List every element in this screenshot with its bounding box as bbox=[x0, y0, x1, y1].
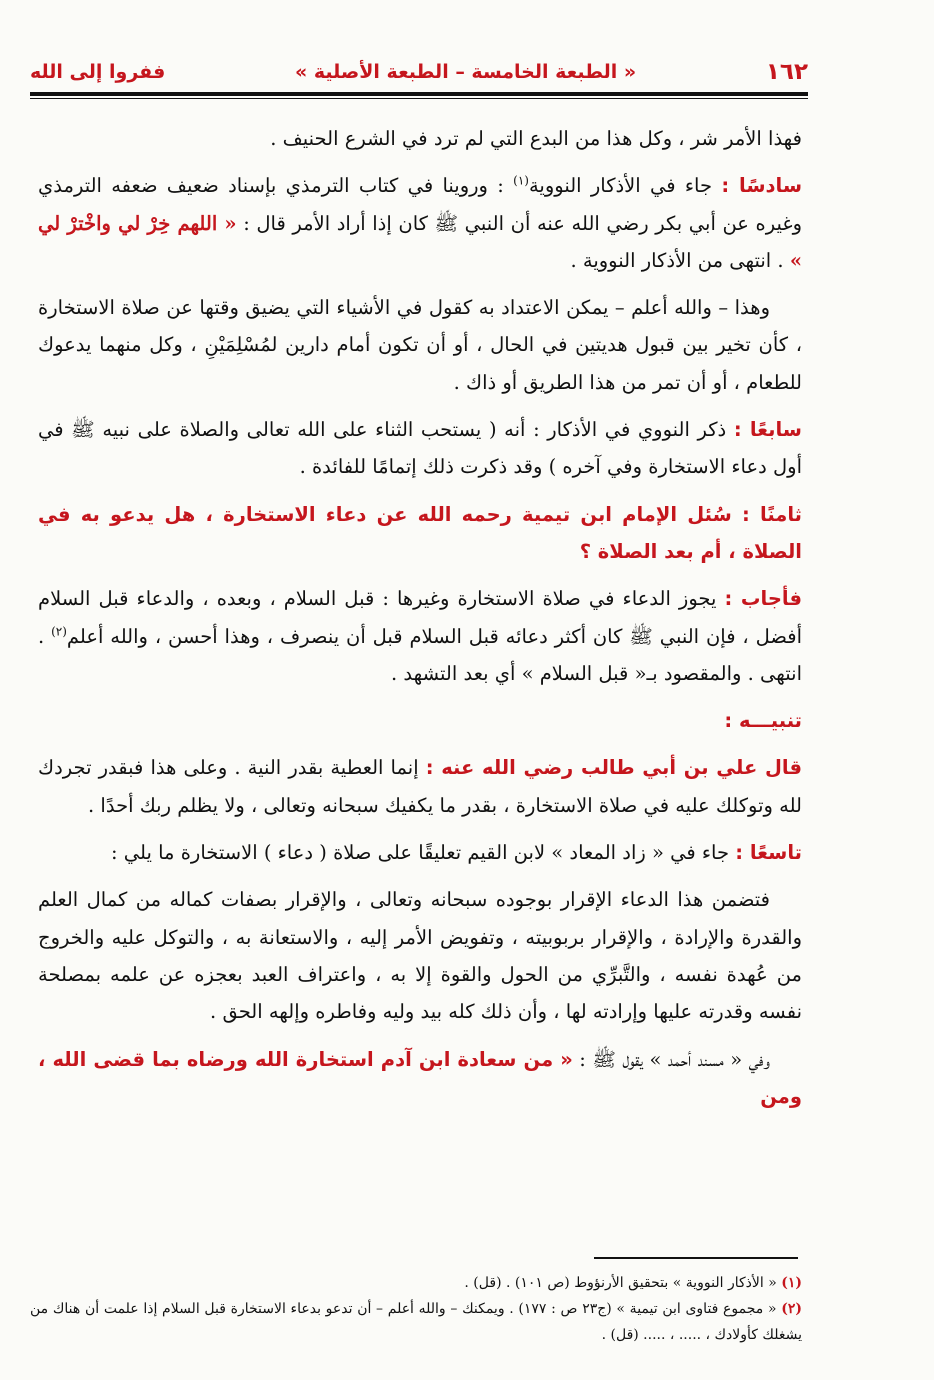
footnotes bbox=[30, 1270, 802, 1348]
notice-heading-text: تنبيـــه : bbox=[724, 709, 802, 733]
eighth-question-text: ثامنًا : سُئل الإمام ابن تيمية رحمه الله عن دعاء الاستخارة ، هل يدعو به في الصلاة ، أم بعد الصلاة ؟ bbox=[38, 502, 802, 563]
paragraph-3-text: وهذا – والله أعلم – يمكن الاعتداد به كقول في الأشياء التي يضيق وقتها عن صلاة الاستخارة ، كأن تخير بين قبول هديتين في الحال ، أو أن تكون أمام دارين لمُسْلِمَيْنِ ، وكل منهما يدعوك للطعام ، أو أن تمر من هذا الطريق أو ذاك . bbox=[38, 296, 802, 394]
page-header bbox=[30, 52, 808, 92]
seventh-text: ذكر النووي في الأذكار : أنه ( يستحب الثناء على الله تعالى والصلاة على نبيه ﷺ في أول دعاء الاستخارة وفي آخره ) وقد ذكرت ذلك إتمامًا للفائدة . bbox=[38, 418, 802, 479]
paragraph-eighth-question bbox=[38, 496, 802, 571]
paragraph-ninth bbox=[38, 834, 802, 871]
seventh-label: سابعًا : bbox=[733, 418, 802, 442]
book-title: ففروا إلى الله bbox=[30, 61, 166, 83]
paragraph-answer bbox=[38, 580, 802, 692]
sixth-quote: « اللهم خِرْ لي واخْترْ لي » bbox=[38, 211, 802, 272]
answer-text-a: يجوز الدعاء في صلاة الاستخارة وغيرها : قبل السلام ، وبعده ، والدعاء قبل السلام أفضل ، فإن النبي ﷺ كان أكثر دعائه قبل السلام قبل أن ينصرف ، وهذا أحسن ، والله أعلم bbox=[38, 587, 802, 648]
ali-quote-label: قال علي بن أبي طالب رضي الله عنه : bbox=[425, 756, 802, 780]
sixth-text-c: . انتهى من الأذكار النووية . bbox=[570, 248, 790, 272]
paragraph-sixth bbox=[38, 167, 802, 279]
paragraph-10 bbox=[38, 881, 802, 1030]
answer-text-b: . انتهى . والمقصود بـ« قبل السلام » أي بعد التشهد . bbox=[38, 624, 802, 685]
paragraph-seventh bbox=[38, 411, 802, 486]
paragraph-11-quote: « من سعادة ابن آدم استخارة الله ورضاه بما قضى الله ، ومن bbox=[38, 1047, 802, 1108]
paragraph-11-text: وفي « مسند أحمد » يقول ﷺ : bbox=[572, 1047, 770, 1071]
notice-heading bbox=[38, 702, 802, 739]
paragraph-1-text: فهذا الأمر شر ، وكل هذا من البدع التي لم ترد في الشرع الحنيف . bbox=[270, 127, 802, 150]
header-rule-thin bbox=[30, 98, 808, 99]
footnote-1-text: « الأذكار النووية » بتحقيق الأرنؤوط (ص ١٠١) . (قل) . bbox=[464, 1275, 782, 1291]
paragraph-10-text: فتضمن هذا الدعاء الإقرار بوجوده سبحانه وتعالى ، والإقرار بصفات كماله من كمال العلم والقدرة والإرادة ، والإقرار بربوبيته ، وتفويض الأمر إليه ، والاستعانة به ، والتوكل عليه والخروج من عُهدة نفسه ، والتَّبرِّي من الحول والقوة إلا به ، واعتراف العبد بعجزه عن علمه بمصلحة نفسه وقدرته عليها وإرادته لها ، وأن ذلك كله بيد وليه وفاطره وإلهه الحق . bbox=[38, 888, 802, 1024]
footnote-2-number: (٢) bbox=[781, 1301, 802, 1317]
footnote-rule bbox=[594, 1257, 798, 1259]
ninth-label: تاسعًا : bbox=[735, 841, 802, 865]
paragraph-1 bbox=[38, 120, 802, 157]
sixth-text-b: : وروينا في كتاب الترمذي بإسناد ضعيف ضعفه الترمذي وغيره عن أبي بكر رضي الله عنه أن النبي ﷺ كان إذا أراد الأمر قال : bbox=[38, 174, 802, 235]
page-number: ١٦٢ bbox=[765, 59, 808, 85]
edition-label: « الطبعة الخامسة – الطبعة الأصلية » bbox=[294, 61, 637, 83]
paragraph-3 bbox=[38, 289, 802, 401]
sixth-text-a: جاء في الأذكار النووية bbox=[528, 174, 722, 198]
paragraph-11 bbox=[38, 1041, 802, 1116]
footnote-ref-1[interactable]: (١) bbox=[513, 173, 529, 188]
header-rule-thick bbox=[30, 92, 808, 96]
footnote-2 bbox=[30, 1296, 802, 1348]
paragraph-ali bbox=[38, 749, 802, 824]
answer-label: فأجاب : bbox=[724, 587, 802, 611]
footnote-ref-2[interactable]: (٢) bbox=[51, 624, 67, 639]
ali-quote-text: إنما العطية بقدر النية . وعلى هذا فبقدر تجردك لله وتوكلك عليه في صلاة الاستخارة ، بقدر ما يكفيك سبحانه وتعالى ، ولا يظلم ربك أحدًا . bbox=[38, 756, 802, 817]
main-text bbox=[38, 120, 802, 1125]
footnote-2-text: « مجموع فتاوى ابن تيمية » (ج٢٣ ص : ١٧٧) . ويمكنك – والله أعلم – أن تدعو بدعاء الاستخارة قبل السلام إذا علمت أن هناك من يشغلك كأولادك ، ..... ، ..... (قل) . bbox=[30, 1301, 802, 1343]
footnote-1 bbox=[30, 1270, 802, 1296]
ninth-text: جاء في « زاد المعاد » لابن القيم تعليقًا على صلاة ( دعاء ) الاستخارة ما يلي : bbox=[111, 841, 736, 865]
sixth-label: سادسًا : bbox=[721, 174, 803, 198]
footnote-1-number: (١) bbox=[781, 1275, 802, 1291]
